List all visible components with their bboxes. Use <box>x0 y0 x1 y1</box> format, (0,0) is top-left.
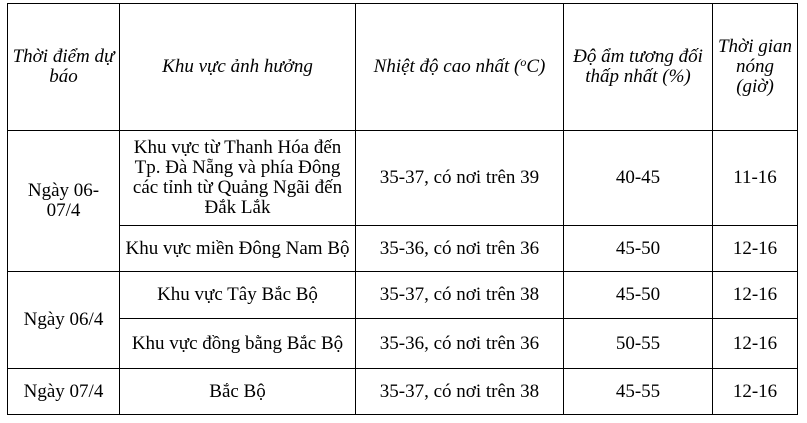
area-cell: Khu vực miền Đông Nam Bộ <box>120 226 356 272</box>
area-cell: Khu vực Tây Bắc Bộ <box>120 272 356 319</box>
header-duration: Thời gian nóng (giờ) <box>713 4 798 131</box>
table-row <box>8 369 798 415</box>
header-area: Khu vực ảnh hưởng <box>120 4 356 131</box>
duration-cell: 12-16 <box>713 272 798 319</box>
table-row <box>8 226 798 272</box>
header-time: Thời điểm dự báo <box>8 4 120 131</box>
time-cell: Ngày 07/4 <box>8 369 120 415</box>
area-cell: Khu vực từ Thanh Hóa đến Tp. Đà Nẵng và phía Đông các tỉnh từ Quảng Ngãi đến Đắk Lắk <box>120 131 356 226</box>
temperature-cell: 35-37, có nơi trên 38 <box>356 272 564 319</box>
time-cell: Ngày 06/4 <box>8 272 120 369</box>
temperature-cell: 35-36, có nơi trên 36 <box>356 226 564 272</box>
table-row <box>8 272 798 319</box>
humidity-cell: 50-55 <box>564 319 713 369</box>
area-cell: Khu vực đồng bằng Bắc Bộ <box>120 319 356 369</box>
temperature-cell: 35-37, có nơi trên 39 <box>356 131 564 226</box>
humidity-cell: 45-50 <box>564 226 713 272</box>
humidity-cell: 45-50 <box>564 272 713 319</box>
duration-cell: 12-16 <box>713 319 798 369</box>
header-temperature <box>356 4 564 131</box>
table-header-row <box>8 4 798 131</box>
temperature-cell: 35-36, có nơi trên 36 <box>356 319 564 369</box>
heat-forecast-table <box>7 3 798 415</box>
humidity-cell: 45-55 <box>564 369 713 415</box>
header-temperature-prefix: Nhiệt độ cao nhất ( <box>373 56 521 77</box>
duration-cell: 12-16 <box>713 369 798 415</box>
table-row <box>8 131 798 226</box>
header-temperature-suffix: C) <box>526 56 546 77</box>
duration-cell: 12-16 <box>713 226 798 272</box>
table-row <box>8 319 798 369</box>
humidity-cell: 40-45 <box>564 131 713 226</box>
area-cell: Bắc Bộ <box>120 369 356 415</box>
time-cell: Ngày 06-07/4 <box>8 131 120 272</box>
header-humidity: Độ ẩm tương đối thấp nhất (%) <box>564 4 713 131</box>
degree-sup: o <box>520 55 527 69</box>
duration-cell: 11-16 <box>713 131 798 226</box>
temperature-cell: 35-37, có nơi trên 38 <box>356 369 564 415</box>
